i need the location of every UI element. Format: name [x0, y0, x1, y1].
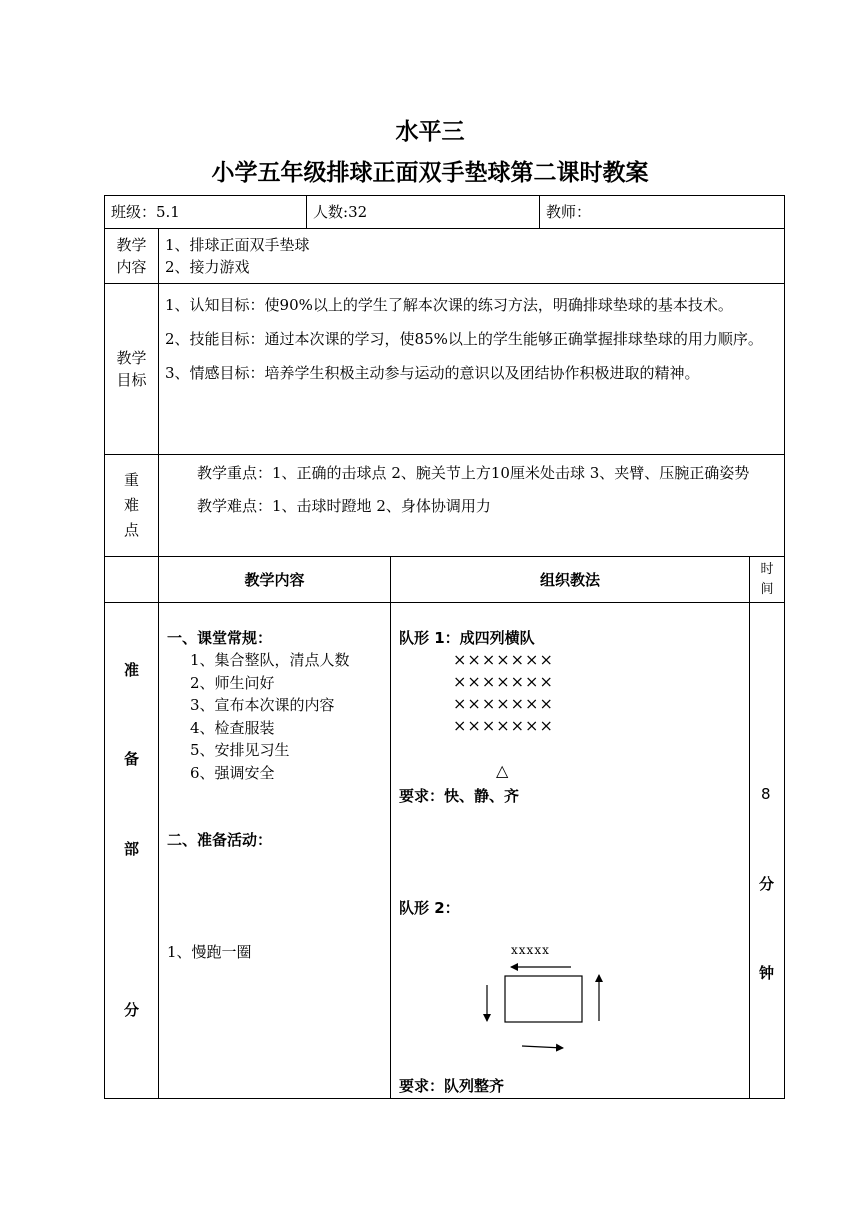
route-rectangle	[505, 976, 582, 1022]
prep-part-char: 部	[124, 840, 140, 858]
teacher-triangle-icon: △	[496, 761, 509, 780]
prep-content-cell	[159, 603, 391, 1099]
formation-row: ×××××××	[453, 716, 554, 735]
prep-row	[105, 603, 785, 1099]
keypoints-label-cell	[105, 455, 159, 557]
objective-skill: 2、技能目标：通过本次课的学习，使85%以上的学生能够正确掌握排球垫球的用力顺序。	[165, 330, 763, 348]
count-label: 人数:32	[313, 203, 368, 221]
formation2-title: 队形 2：	[399, 899, 460, 917]
section-header-row	[105, 557, 785, 603]
objectives-cell	[159, 284, 785, 455]
formation1-grid	[399, 649, 554, 737]
teacher-cell	[540, 196, 785, 229]
arrow-right-icon	[522, 1046, 563, 1048]
routine-item: 4、检查服装	[190, 718, 275, 737]
info-row	[105, 196, 785, 229]
content-item: 2、接力游戏	[165, 258, 250, 276]
warmup-title: 二、准备活动：	[167, 831, 273, 849]
keypoints-label: 重难点	[123, 471, 139, 539]
class-label: 班级：5.1	[111, 203, 180, 221]
formation-row: ×××××××	[453, 694, 554, 713]
routine-item: 2、师生问好	[190, 673, 275, 692]
time-unit-char: 分	[759, 875, 775, 893]
difficulty-text: 教学难点：1、击球时蹬地 2、身体协调用力	[197, 497, 491, 515]
routine-title: 一、课堂常规：	[167, 629, 273, 647]
key-point-text: 教学重点：1、正确的击球点 2、腕关节上方10厘米处击球 3、夹臂、压腕正确姿势	[197, 464, 750, 482]
time-unit-char: 钟	[759, 964, 775, 982]
prep-part-char: 准	[124, 661, 140, 679]
content-row	[105, 229, 785, 284]
routine-item: 1、集合整队，清点人数	[190, 651, 350, 669]
header-method: 组织教法	[391, 557, 750, 603]
objectives-label-cell	[105, 284, 159, 455]
routine-item: 6、强调安全	[190, 763, 275, 782]
keypoints-row	[105, 455, 785, 557]
prep-method-cell	[391, 603, 750, 1099]
requirement-2: 要求：队列整齐	[399, 1077, 505, 1095]
runners-label: xxxxx	[511, 943, 550, 957]
header-blank	[105, 557, 159, 603]
routine-item: 5、安排见习生	[190, 741, 290, 759]
requirement-1: 要求：快、静、齐	[399, 787, 520, 805]
formation1-title: 队形 1：成四列横队	[399, 629, 535, 647]
content-items-cell	[159, 229, 785, 284]
content-item: 1、排球正面双手垫球	[165, 236, 310, 254]
prep-part-char: 备	[124, 750, 140, 768]
time-value: 8	[761, 785, 771, 803]
prep-part-char: 分	[124, 1001, 140, 1019]
prep-part-cell	[105, 603, 159, 1099]
warmup-item: 1、慢跑一圈	[167, 943, 252, 961]
teacher-label: 教师：	[546, 203, 592, 221]
header-content: 教学内容	[159, 557, 391, 603]
routine-item: 3、宣布本次课的内容	[190, 696, 335, 714]
page-subtitle: 小学五年级排球正面双手垫球第二课时教案	[211, 160, 649, 186]
header-time: 时间	[760, 561, 774, 597]
objective-cognitive: 1、认知目标：使90%以上的学生了解本次课的练习方法，明确排球垫球的基本技术。	[165, 296, 733, 314]
header-time-cell	[750, 557, 785, 603]
page-title: 水平三	[395, 119, 465, 145]
formation-row: ×××××××	[453, 650, 554, 669]
formation-row: ×××××××	[453, 672, 554, 691]
count-cell	[307, 196, 540, 229]
content-label: 教学内容	[116, 236, 147, 276]
objectives-row	[105, 284, 785, 455]
objectives-label: 教学目标	[116, 349, 147, 389]
keypoints-cell	[159, 455, 785, 557]
objective-affective: 3、情感目标：培养学生积极主动参与运动的意识以及团结协作积极进取的精神。	[165, 364, 700, 382]
routine-list	[190, 649, 350, 784]
content-label-cell	[105, 229, 159, 284]
prep-time-cell	[750, 603, 785, 1099]
class-cell	[105, 196, 307, 229]
lesson-plan-table	[104, 195, 785, 1099]
